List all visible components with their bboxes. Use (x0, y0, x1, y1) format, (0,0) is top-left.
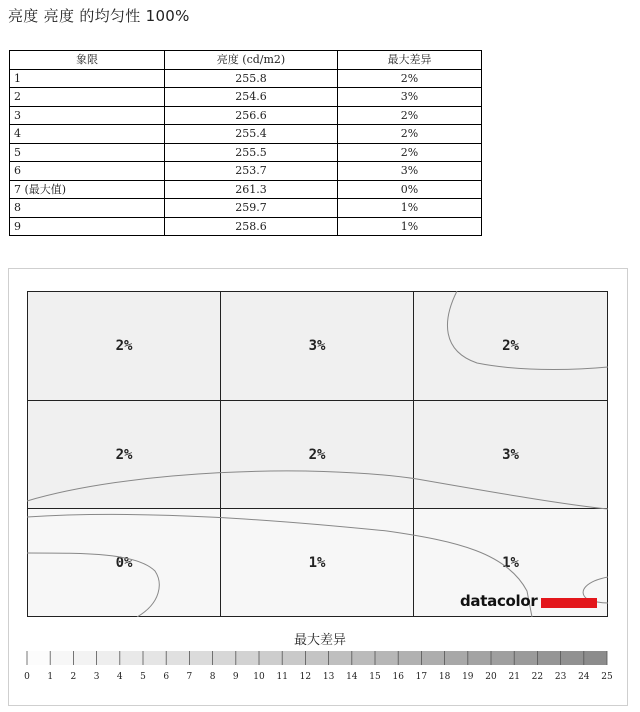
datacolor-logo-bar (541, 598, 597, 608)
max-diff-cell: 3% (338, 162, 482, 181)
scale-tick-label: 13 (322, 672, 335, 682)
table-row (10, 69, 482, 88)
scale-tick-label: 6 (163, 672, 170, 682)
map-cell: 2% (221, 401, 414, 509)
scale-swatch (584, 651, 607, 665)
scale-title: 最大差异 (293, 633, 346, 648)
scale-swatch (305, 651, 328, 665)
luminance-cell: 255.8 (165, 69, 338, 88)
max-diff-cell: 2% (338, 125, 482, 144)
scale-swatch (236, 651, 259, 665)
table-row (10, 106, 482, 125)
quadrant-table (9, 50, 482, 236)
scale-swatch (120, 651, 143, 665)
max-diff-cell: 2% (338, 69, 482, 88)
quadrant-cell: 6 (10, 162, 165, 181)
datacolor-logo: datacolor (460, 592, 538, 610)
scale-swatch (282, 651, 305, 665)
luminance-cell: 253.7 (165, 162, 338, 181)
table-row (10, 217, 482, 236)
luminance-cell: 258.6 (165, 217, 338, 236)
scale-swatch (189, 651, 212, 665)
scale-tick-label: 22 (531, 672, 544, 682)
quadrant-cell: 3 (10, 106, 165, 125)
scale-tick-label: 20 (485, 672, 497, 682)
scale-swatch (97, 651, 120, 665)
max-diff-cell: 0% (338, 180, 482, 199)
scale-swatch (143, 651, 166, 665)
quadrant-cell: 9 (10, 217, 165, 236)
scale-tick-label: 19 (462, 672, 474, 682)
quadrant-cell: 8 (10, 199, 165, 218)
scale-swatch (514, 651, 537, 665)
scale-tick-label: 11 (276, 672, 288, 682)
scale-swatch (468, 651, 491, 665)
max-diff-cell: 1% (338, 199, 482, 218)
luminance-cell: 256.6 (165, 106, 338, 125)
scale-tick-label: 9 (232, 672, 239, 682)
scale-swatch (213, 651, 236, 665)
max-diff-cell: 3% (338, 88, 482, 107)
luminance-cell: 255.4 (165, 125, 338, 144)
max-diff-cell: 2% (338, 143, 482, 162)
table-header-row (10, 51, 482, 70)
scale-swatch (166, 651, 189, 665)
column-header-luminance: 亮度 (cd/m2) (165, 51, 338, 70)
table-row (10, 88, 482, 107)
column-header-quadrant: 象限 (10, 51, 165, 70)
scale-swatch (491, 651, 514, 665)
scale-tick-label: 12 (299, 672, 312, 682)
table-row (10, 143, 482, 162)
scale-tick-label: 3 (93, 672, 100, 682)
scale-swatch (27, 651, 50, 665)
quadrant-cell: 4 (10, 125, 165, 144)
max-diff-cell: 1% (338, 217, 482, 236)
quadrant-cell: 2 (10, 88, 165, 107)
map-cell: 2% (28, 401, 221, 509)
scale-tick-label: 21 (508, 672, 520, 682)
scale-tick-label: 1 (47, 672, 54, 682)
scale-swatch (352, 651, 375, 665)
scale-tick-label: 17 (415, 672, 428, 682)
scale-swatch (421, 651, 444, 665)
scale-swatch (329, 651, 352, 665)
scale-swatch (50, 651, 73, 665)
luminance-cell: 261.3 (165, 180, 338, 199)
table-row (10, 180, 482, 199)
scale-tick-label: 2 (70, 672, 77, 682)
scale-tick-label: 0 (24, 672, 30, 682)
max-diff-cell: 2% (338, 106, 482, 125)
scale-swatch (375, 651, 398, 665)
map-cell: 3% (221, 292, 414, 401)
scale-swatch (398, 651, 421, 665)
luminance-cell: 255.5 (165, 143, 338, 162)
scale-swatch (445, 651, 468, 665)
quadrant-cell: 7 (最大值) (10, 180, 165, 199)
scale-tick-label: 23 (554, 672, 567, 682)
scale-tick-label: 25 (601, 672, 613, 682)
scale-swatch (259, 651, 282, 665)
scale-tick-label: 16 (392, 672, 404, 682)
map-cell: 1% (414, 509, 607, 616)
table-row (10, 199, 482, 218)
scale-swatch (73, 651, 96, 665)
uniformity-map (27, 291, 608, 617)
map-cell: 3% (414, 401, 607, 509)
column-header-max-diff: 最大差异 (338, 51, 482, 70)
map-cell: 2% (414, 292, 607, 401)
scale-tick-label: 4 (116, 672, 123, 682)
luminance-cell: 259.7 (165, 199, 338, 218)
scale-tick-label: 7 (186, 672, 193, 682)
luminance-cell: 254.6 (165, 88, 338, 107)
map-cell: 0% (28, 509, 221, 616)
scale-tick-label: 10 (253, 672, 265, 682)
scale-tick-label: 14 (346, 672, 358, 682)
scale-swatch (537, 651, 560, 665)
map-cell: 2% (28, 292, 221, 401)
difference-scale (0, 648, 640, 688)
table-row (10, 125, 482, 144)
quadrant-cell: 1 (10, 69, 165, 88)
scale-tick-label: 8 (209, 672, 216, 682)
scale-swatch (561, 651, 584, 665)
map-cell: 1% (221, 509, 414, 616)
quadrant-cell: 5 (10, 143, 165, 162)
scale-tick-label: 24 (578, 672, 590, 682)
page-title: 亮度 亮度 的均匀性 100% (8, 7, 190, 25)
scale-tick-label: 18 (438, 672, 451, 682)
scale-tick-label: 15 (369, 672, 381, 682)
scale-tick-label: 5 (140, 672, 146, 682)
table-row (10, 162, 482, 181)
